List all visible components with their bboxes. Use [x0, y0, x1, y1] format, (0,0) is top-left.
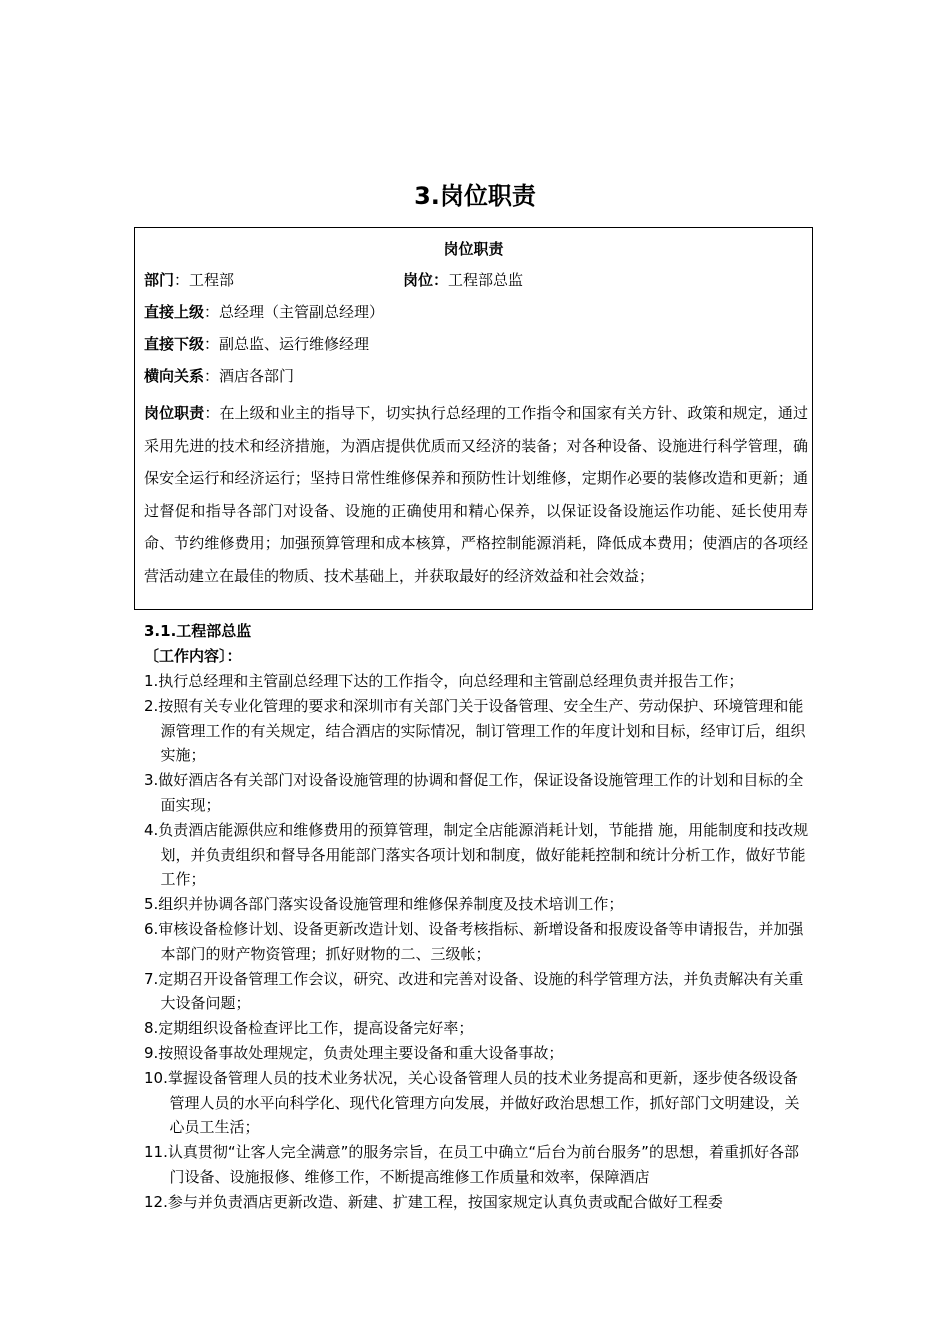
subordinate-value: ：副总监、运行维修经理	[204, 335, 370, 353]
list-item: 12.参与并负责酒店更新改造、新建、扩建工程，按国家规定认真负责或配合做好工程委	[144, 1192, 723, 1211]
list-item: 8.定期组织设备检查评比工作，提高设备完好率；	[144, 1019, 474, 1038]
list-item: 6.审核设备检修计划、设备更新改造计划、设备考核指标、新增设备和报废设备等申请报告，并加强本部门的财产物资管理；抓好财物的二、三级帐；	[144, 919, 804, 963]
department-label: 部门	[144, 271, 175, 289]
list-item: 2.按照有关专业化管理的要求和深圳市有关部门关于设备管理、安全生产、劳动保护、环境管理和能源管理工作的有关规定，结合酒店的实际情况，制订管理工作的年度计划和目标，经审订后，组织实施；	[144, 696, 806, 765]
duties-label: 岗位职责	[144, 404, 205, 422]
subordinate-label: 直接下级	[144, 335, 205, 353]
position-row	[403, 269, 523, 291]
section-subheading: 〔工作内容〕：	[144, 647, 242, 665]
superior-value: ：总经理（主管副总经理）	[204, 303, 385, 321]
position-label: 岗位：	[403, 271, 449, 289]
lateral-label: 横向关系	[144, 367, 205, 385]
list-item: 11.认真贯彻“让客人完全满意”的服务宗旨，在员工中确立“后台为前台服务”的思想，着重抓好各部门设备、设施报修、维修工作，不断提高维修工作质量和效率，保障酒店	[144, 1143, 799, 1186]
table-title: 岗位职责	[443, 240, 504, 258]
list-item: 7.定期召开设备管理工作会议，研究、改进和完善对设备、设施的科学管理方法，并负责解决有关重大设备问题；	[144, 969, 804, 1013]
list-item: 5.组织并协调各部门落实设备设施管理和维修保养制度及技术培训工作；	[144, 895, 624, 914]
list-item: 1.执行总经理和主管副总经理下达的工作指令，向总经理和主管副总经理负责并报告工作；	[144, 672, 744, 690]
duties-paragraph	[144, 397, 808, 592]
department-value: ：工程部	[174, 271, 235, 289]
lateral-row	[144, 365, 294, 387]
section-heading: 3.1.工程部总监	[144, 622, 252, 640]
list-item: 4.负责酒店能源供应和维修费用的预算管理，制定全店能源消耗计划，节能措 施，用能制度和技改规划，并负责组织和督导各用能部门落实各项计划和制度，做好能耗控制和统计分析工作，做好节能工作；	[144, 820, 809, 889]
duties-value: ：在上级和业主的指导下，切实执行总经理的工作指令和国家有关方针、政策和规定，通过采用先进的技术和经济措施，为酒店提供优质而又经济的装备；对各种设备、设施进行科学管理，确保安全运行和经济运行；坚持日常性维修保养和预防性计划维修，定期作必要的装修改造和更新；通过督促和指导各部门对设备、设施的正确使用和精心保养，以保证设备设施运作功能、延长使用寿命、节约维修费用；加强预算管理和成本核算，严格控制能源消耗，降低成本费用；使酒店的各项经营活动建立在最佳的物质、技术基础上，并获取最好的经济效益和社会效益；	[144, 404, 808, 585]
work-content-list	[144, 669, 812, 1215]
lateral-value: ：酒店各部门	[204, 367, 295, 385]
position-value: 工程部总监	[448, 271, 524, 289]
page-title: 3.岗位职责	[414, 182, 536, 210]
superior-label: 直接上级	[144, 303, 205, 321]
list-item: 3.做好酒店各有关部门对设备设施管理的协调和督促工作，保证设备设施管理工作的计划和目标的全面实现；	[144, 771, 804, 814]
list-item: 10.掌握设备管理人员的技术业务状况，关心设备管理人员的技术业务提高和更新，逐步使各级设备管理人员的水平向科学化、现代化管理方向发展，并做好政治思想工作，抓好部门文明建设，关心员工生活；	[144, 1068, 800, 1137]
superior-row	[144, 301, 384, 323]
subordinate-row	[144, 333, 369, 355]
list-item: 9.按照设备事故处理规定，负责处理主要设备和重大设备事故；	[144, 1043, 564, 1062]
department-row	[144, 269, 234, 291]
duty-table	[134, 227, 813, 610]
